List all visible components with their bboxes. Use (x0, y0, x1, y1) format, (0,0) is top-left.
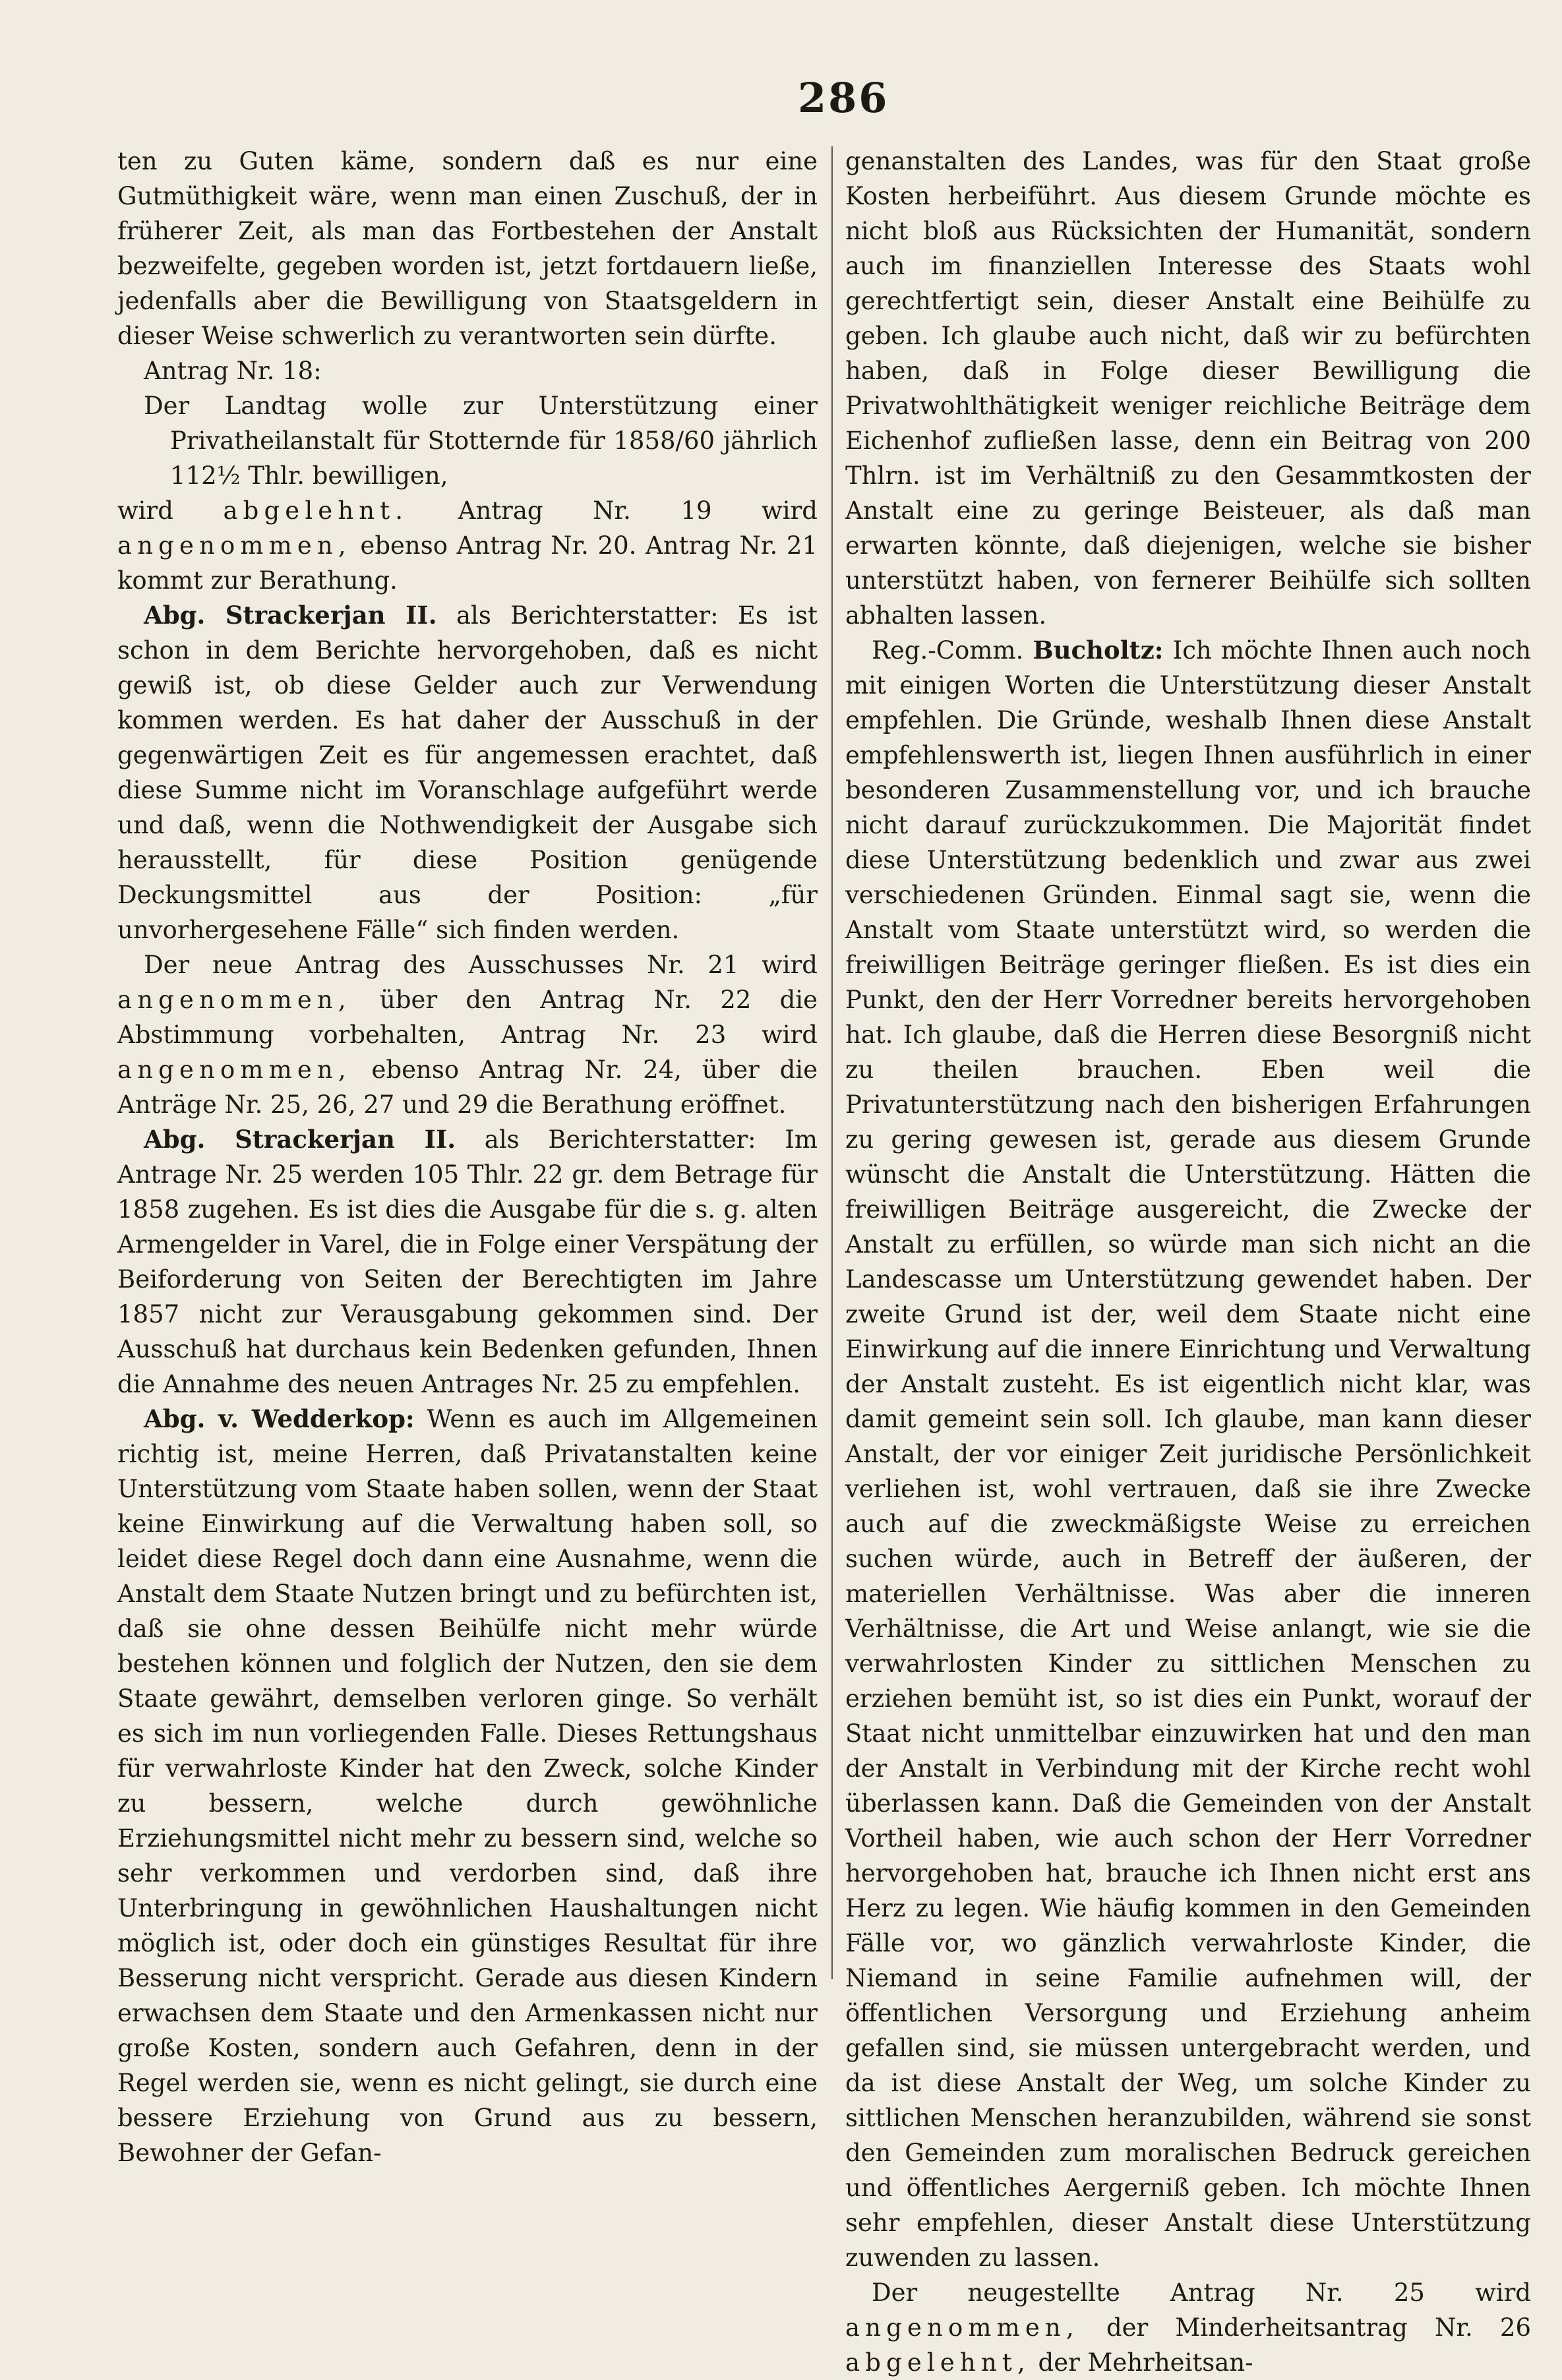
speaker-name: Abg. Strackerjan II. (144, 1125, 456, 1154)
vote-result: angenommen, (117, 1056, 351, 1084)
speaker-title: Reg.-Comm. (872, 636, 1033, 665)
text: der Minderheitsantrag Nr. 26 (1079, 2313, 1531, 2342)
text: Der neugestellte Antrag Nr. 25 wird (872, 2278, 1531, 2307)
vote-result: abgelehnt. (223, 496, 409, 525)
left-column (117, 144, 818, 2170)
column-divider (831, 146, 833, 1979)
paragraph (117, 598, 818, 947)
text: über den Antrag Nr. 22 die Abstimmung vorbehalten, Antrag Nr. 23 wird (117, 986, 818, 1049)
page-number: 286 (798, 74, 889, 122)
text: ebenso Antrag Nr. 20. Antrag Nr. 21 kommt zur Berathung. (117, 531, 818, 595)
vote-result: angenommen, (845, 2313, 1079, 2342)
vote-result: angenommen, (117, 986, 351, 1014)
speaker-name: Bucholtz: (1033, 636, 1164, 665)
speech-text: Ich möchte Ihnen auch noch mit einigen Worten die Unterstützung dieser Anstalt empfehlen. Die Gründe, weshalb Ihnen diese Anstalt empfehlenswerth ist, liegen Ihnen ausführlich in einer besonderen Zusammenstellung vor, und ich brauche nicht darauf zurückzukommen. Die Majorität findet diese Unterstützung bedenklich und zwar aus zwei verschiedenen Gründen. Einmal sagt sie, wenn die Anstalt vom Staate unterstützt wird, so werden die freiwilligen Beiträge geringer fließen. Es ist dies ein Punkt, den der Herr Vorredner bereits hervorgehoben hat. Ich glaube, daß die Herren diese Besorgniß nicht zu theilen brauchen. Eben weil die Privatunterstützung nach den bisherigen Erfahrungen zu gering gewesen ist, gerade aus diesem Grunde wünscht die Anstalt die Unterstützung. Hätten die freiwilligen Beiträge ausgereicht, die Zwecke der Anstalt zu erfüllen, so würde man sich nicht an die Landescasse um Unterstützung gewendet haben. Der zweite Grund ist der, weil dem Staate nicht eine Einwirkung auf die innere Einrichtung und Verwaltung der Anstalt zusteht. Es ist eigentlich nicht klar, was damit gemeint sein soll. Ich glaube, man kann dieser Anstalt, der vor einiger Zeit juridische Persönlichkeit verliehen ist, wohl vertrauen, daß sie ihre Zwecke auch auf die zweckmäßigste Weise zu erreichen suchen würde, auch in Betreff der äußeren, der materiellen Verhältnisse. Was aber die inneren Verhältnisse, die Art und Weise anlangt, wie sie die verwahrlosten Kinder zu sittlichen Menschen zu erziehen bemüht ist, so ist dies ein Punkt, worauf der Staat nicht unmittelbar einzuwirken hat und den man der Anstalt in Verbindung mit der Kirche recht wohl überlassen kann. Daß die Gemeinden von der Anstalt Vortheil haben, wie auch schon der Herr Vorredner hervorgehoben hat, brauche ich Ihnen nicht erst ans Herz zu legen. Wie häufig kommen in den Gemeinden Fälle vor, wo gänzlich verwahrloste Kinder, die Niemand in seine Familie aufnehmen will, der öffentlichen Versorgung und Erziehung anheim gefallen sind, sie müssen untergebracht werden, und da ist diese Anstalt der Weg, um solche Kinder zu sittlichen Menschen heranzubilden, während sie sonst den Gemeinden zum moralischen Bedruck gereichen und öffentliches Aergerniß geben. Ich möchte Ihnen sehr empfehlen, dieser Anstalt diese Unterstützung zuwenden zu lassen. (845, 636, 1531, 2272)
text: der Mehrheitsan- (1030, 2348, 1253, 2377)
speaker-name: Abg. Strackerjan II. (144, 601, 437, 630)
speaker-name: Abg. v. Wedderkop: (144, 1404, 415, 1433)
text: wird (117, 496, 224, 525)
vote-result: abgelehnt, (845, 2348, 1031, 2377)
paragraph (845, 2275, 1531, 2380)
speech-text: Wenn es auch im Allgemeinen richtig ist, meine Herren, daß Privatanstalten keine Unterstützung vom Staate haben sollen, wenn der Staat keine Einwirkung auf die Verwaltung haben soll, so leidet diese Regel doch dann eine Ausnahme, wenn die Anstalt dem Staate Nutzen bringt und zu befürchten ist, daß sie ohne dessen Beihülfe nicht mehr würde bestehen können und folglich der Nutzen, den sie dem Staate gewährt, demselben verloren ginge. So verhält es sich im nun vorliegenden Falle. Dieses Rettungshaus für verwahrloste Kinder hat den Zweck, solche Kinder zu bessern, welche durch gewöhnliche Erziehungsmittel nicht mehr zu bessern sind, welche so sehr verkommen und verdorben sind, daß ihre Unterbringung in gewöhnlichen Haushaltungen nicht möglich ist, oder doch ein günstiges Resultat für ihre Besserung nicht verspricht. Gerade aus diesen Kindern erwachsen dem Staate und den Armenkassen nicht nur große Kosten, sondern auch Gefahren, denn in der Regel werden sie, wenn es nicht gelingt, sie durch eine bessere Erziehung von Grund aus zu bessern, Bewohner der Gefan- (117, 1405, 818, 2167)
motion-18-label: Antrag Nr. 18: (144, 357, 322, 385)
text: ebenso Antrag Nr. 24, über die Anträge Nr. 25, 26, 27 und 29 die Berathung eröffnet. (117, 1056, 818, 1119)
text: Antrag Nr. 19 wird (408, 496, 818, 525)
vote-result: angenommen, (117, 531, 351, 560)
right-column (845, 144, 1531, 2380)
paragraph: ten zu Guten käme, sondern daß es nur eine Gutmüthigkeit wäre, wenn man einen Zuschuß, der in früherer Zeit, als man das Fortbestehen der Anstalt bezweifelte, gegeben worden ist, jetzt fortdauern ließe, jedenfalls aber die Bewilligung von Staatsgeldern in dieser Weise schwerlich zu verantworten sein dürfte. (117, 147, 818, 350)
motion-18-text: Der Landtag wolle zur Unterstützung einer Privatheilanstalt für Stotternde für 1858/60 jährlich 112½ Thlr. bewilligen, (144, 392, 818, 490)
paragraph (117, 1122, 818, 1402)
speech-text: als Berichterstatter: Im Antrage Nr. 25 werden 105 Thlr. 22 gr. dem Betrage für 1858 zugehen. Es ist dies die Ausgabe für die s. g. alten Armengelder in Varel, die in Folge einer Verspätung der Beiforderung von Seiten der Berechtigten im Jahre 1857 nicht zur Verausgabung gekommen sind. Der Ausschuß hat durchaus kein Bedenken gefunden, Ihnen die Annahme des neuen Antrages Nr. 25 zu empfehlen. (117, 1125, 818, 1398)
paragraph: genanstalten des Landes, was für den Staat große Kosten herbeiführt. Aus diesem Grunde möchte es nicht bloß aus Rücksichten der Humanität, sondern auch im finanziellen Interesse des Staats wohl gerechtfertigt sein, dieser Anstalt eine Beihülfe zu geben. Ich glaube auch nicht, daß wir zu befürchten haben, daß in Folge dieser Bewilligung die Privatwohlthätigkeit weniger reichliche Beiträge dem Eichenhof zufließen lasse, denn ein Beitrag von 200 Thlrn. ist im Verhältniß zu den Gesammtkosten der Anstalt eine zu geringe Beisteuer, als daß man erwarten könnte, daß diejenigen, welche sie bisher unterstützt haben, von fernerer Beihülfe sich sollten abhalten lassen. (845, 147, 1531, 630)
speech-text: als Berichterstatter: Es ist schon in dem Berichte hervorgehoben, daß es nicht gewiß ist, ob diese Gelder auch zur Verwendung kommen werden. Es hat daher der Ausschuß in der gegenwärtigen Zeit es für angemessen erachtet, daß diese Summe nicht im Voranschlage aufgeführt werde und daß, wenn die Nothwendigkeit der Ausgabe sich herausstellt, für diese Position genügende Deckungsmittel aus der Position: „für unvorhergesehene Fälle“ sich finden werden. (117, 601, 818, 944)
paragraph (117, 1402, 818, 2170)
paragraph (117, 947, 818, 1122)
paragraph (845, 633, 1531, 2275)
paragraph (117, 493, 818, 598)
text: Der neue Antrag des Ausschusses Nr. 21 wird (144, 951, 818, 979)
